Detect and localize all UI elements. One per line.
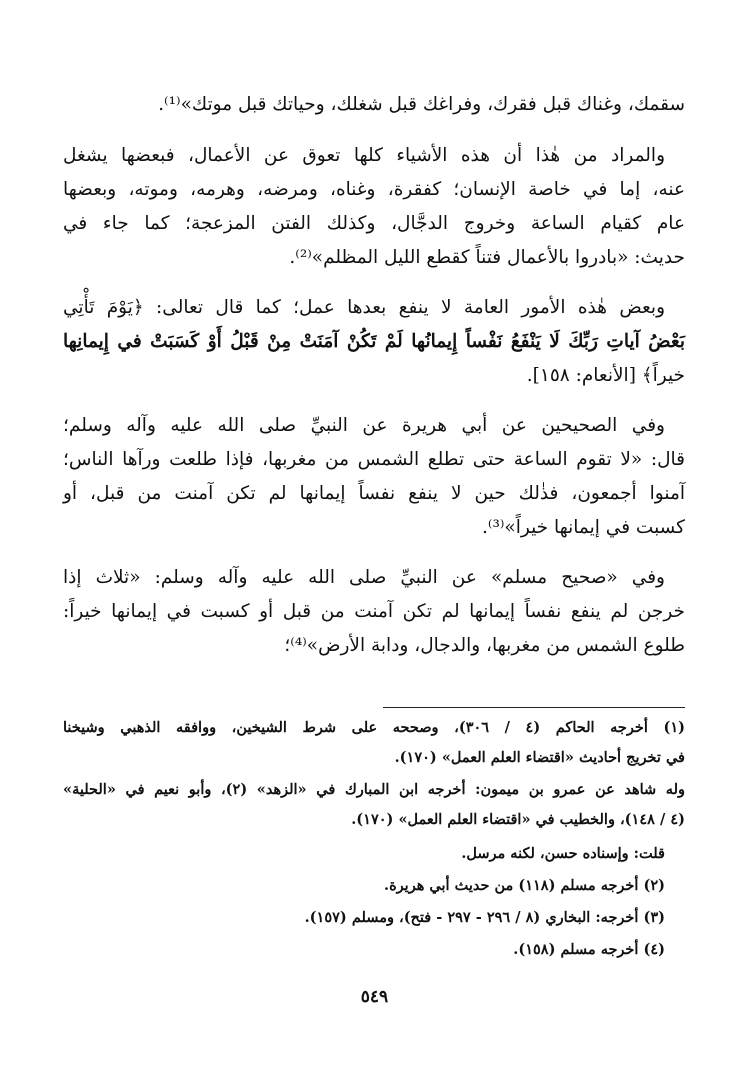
- text-line: والمراد من هٰذا أن هذه الأشياء كلها تعوق عن الأعمال، فبعضها يشغل: [63, 145, 665, 166]
- footnote-line: (٣) أخرجه: البخاري (٨ / ٢٩٦ - ٢٩٧ - فتح)، ومسلم (١٥٧).: [304, 909, 665, 926]
- footnote-line: (١) أخرجه الحاكم (٤ / ٣٠٦)، وصححه على شرط الشيخين، ووافقه الذهبي وشيخنا: [63, 719, 685, 736]
- page-number: ٥٤٩: [360, 987, 389, 1007]
- footnote-line: (٢) أخرجه مسلم (١١٨) من حديث أبي هريرة.: [384, 877, 665, 894]
- text-line: كسبت في إيمانها خيراً»⁽³⁾.: [482, 517, 685, 538]
- footnote-line: (٤ / ١٤٨)، والخطيب في «اقتضاء العلم العمل» (١٧٠).: [351, 811, 685, 828]
- text-line: حديث: «بادروا بالأعمال فتناً كقطع الليل المظلم»⁽²⁾.: [289, 247, 685, 268]
- text-line: طلوع الشمس من مغربها، والدجال، ودابة الأرض»⁽⁴⁾؛: [284, 635, 685, 656]
- text-line: سقمك، وغناك قبل فقرك، وفراغك قبل شغلك، وحياتك قبل موتك»⁽¹⁾.: [158, 94, 685, 115]
- text-line: وفي «صحيح مسلم» عن النبيِّ صلى الله عليه وآله وسلم: «ثلاث إذا: [63, 567, 665, 588]
- quran-verse-line: خيراً﴾ [الأنعام: ١٥٨].: [526, 365, 685, 386]
- text-line: خرجن لم ينفع نفساً إيمانها لم تكن آمنت من قبل أو كسبت في إيمانها خيراً:: [63, 601, 685, 622]
- text-line: قال: «لا تقوم الساعة حتى تطلع الشمس من مغربها، فإذا طلعت ورآها الناس؛: [63, 449, 685, 470]
- text-line: وفي الصحيحين عن أبي هريرة عن النبيِّ صلى الله عليه وآله وسلم؛: [63, 415, 665, 436]
- text-line: آمنوا أجمعون، فذٰلك حين لا ينفع نفساً إيمانها لم تكن آمنت من قبل، أو: [63, 483, 685, 504]
- text-line: وبعض هٰذه الأمور العامة لا ينفع بعدها عمل؛ كما قال تعالى: ﴿يَوْمَ تَأْتِي: [63, 297, 665, 318]
- text-line: عام كقيام الساعة وخروج الدجَّال، وكذلك الفتن المزعجة؛ كما جاء في: [63, 213, 685, 234]
- quran-verse-line: بَعْضُ آياتِ رَبِّكَ لَا يَنْفَعُ نَفْساً إِيمانُها لَمْ تَكُنْ آمَنَتْ مِنْ قَبْلُ أَوْ كَسَبَتْ في إِيمانِها: [63, 331, 685, 352]
- footnote-line: قلت: وإسناده حسن، لكنه مرسل.: [461, 845, 665, 862]
- footnote-divider: [383, 707, 685, 708]
- footnote-line: في تخريج أحاديث «اقتضاء العلم العمل» (١٧٠).: [394, 749, 685, 766]
- text-line: عنه، إما في خاصة الإنسان؛ كفقرة، وغناه، ومرضه، وهرمه، وموته، وبعضها: [63, 179, 685, 200]
- footnote-line: (٤) أخرجه مسلم (١٥٨).: [513, 941, 665, 958]
- footnote-line: وله شاهد عن عمرو بن ميمون: أخرجه ابن المبارك في «الزهد» (٢)، وأبو نعيم في «الحلية»: [63, 781, 686, 798]
